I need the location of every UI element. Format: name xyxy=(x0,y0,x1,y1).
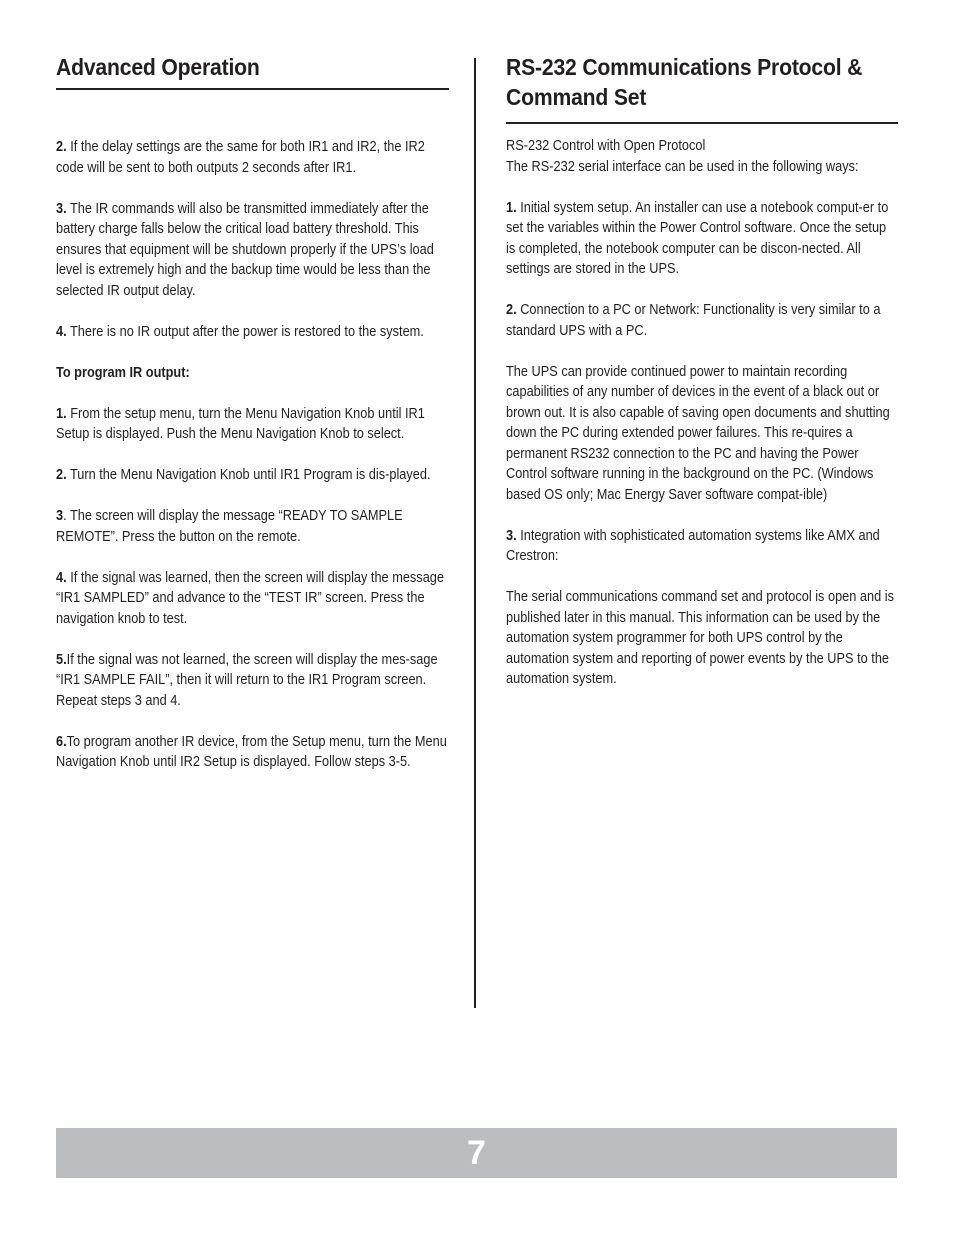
intro-paragraph xyxy=(506,136,898,177)
step-2 xyxy=(56,465,448,486)
item-number: 4. xyxy=(56,323,67,340)
usage-item-3 xyxy=(506,526,898,567)
step-number: 2. xyxy=(56,467,67,483)
step-6 xyxy=(56,732,448,773)
step-3 xyxy=(56,506,448,547)
right-title-rule xyxy=(506,122,898,124)
intro-line-2: The RS-232 serial interface can be used in the following ways: xyxy=(506,158,859,175)
usage-item-2-detail: The UPS can provide continued power to maintain recording capabilities of any number of devices in the event of a black out or brown out. It is also capable of saving open documents and shutting down the PC during extended power failures. This re-quires a permanent RS232 connection to the PC and having the Power Control software running in the background on the PC. (Windows based OS only; Mac Energy Saver software compat-ible) xyxy=(506,363,890,503)
step-4 xyxy=(56,568,448,630)
step-5 xyxy=(56,650,448,712)
item-text: Connection to a PC or Network: Functionality is very similar to a standard UPS with a PC. xyxy=(506,302,881,339)
item-number: 3. xyxy=(506,527,517,544)
step-text: Turn the Menu Navigation Knob until IR1 Program is dis-played. xyxy=(66,467,431,483)
item-number: 2. xyxy=(56,139,67,155)
usage-item-3-detail: The serial communications command set and protocol is open and is published later in this manual. This information can be used by the automation system programmer for both UPS control by the automation system and reporting of power events by the UPS to the automation system. xyxy=(506,589,894,687)
paragraph-item-3 xyxy=(56,199,448,302)
step-number: 5. xyxy=(56,651,67,668)
step-text: If the signal was not learned, the screen will display the mes-sage “IR1 SAMPLE FAIL”, then it will return to the IR1 Program screen. Repeat steps 3 and 4. xyxy=(56,651,438,709)
right-body xyxy=(506,136,894,710)
item-number: 1. xyxy=(506,199,517,216)
item-text: The IR commands will also be transmitted immediately after the battery charge falls below the critical load battery threshold. This ensures that equipment will be shutdown properly if the UPS’s load level is extremely high and the backup time would be less than the selected IR output delay. xyxy=(56,200,434,299)
section-title-rs232 xyxy=(506,52,862,112)
column-divider xyxy=(474,58,476,1008)
subheading-program-ir: To program IR output: xyxy=(56,364,190,381)
item-text: Initial system setup. An installer can use a notebook comput-er to set the variables within the Power Control software. Once the setup is completed, the notebook computer can be discon-nected. All settings are stored in the UPS. xyxy=(506,199,889,277)
step-text: To program another IR device, from the Setup menu, turn the Menu Navigation Knob until IR2 Setup is displayed. Follow steps 3-5. xyxy=(56,733,447,770)
paragraph-item-2 xyxy=(56,137,448,178)
usage-item-1 xyxy=(506,198,898,280)
title-line-1: RS-232 Communications Protocol & xyxy=(506,54,863,80)
step-1 xyxy=(56,404,448,445)
step-text: From the setup menu, turn the Menu Navigation Knob until IR1 Setup is displayed. Push the Menu Navigation Knob to select. xyxy=(56,405,425,442)
step-text: If the signal was learned, then the screen will display the message “IR1 SAMPLED” and advance to the “TEST IR” screen. Press the navigation knob to test. xyxy=(56,569,444,627)
step-number: 4. xyxy=(56,569,67,586)
item-text: There is no IR output after the power is restored to the system. xyxy=(66,323,424,340)
item-text: If the delay settings are the same for both IR1 and IR2, the IR2 code will be sent to both outputs 2 seconds after IR1. xyxy=(56,139,425,176)
item-number: 3. xyxy=(56,200,67,217)
section-title-advanced-operation: Advanced Operation xyxy=(56,54,260,80)
left-body xyxy=(56,137,447,793)
paragraph-item-4 xyxy=(56,322,448,343)
page-footer xyxy=(56,1128,897,1178)
title-line-2: Command Set xyxy=(506,84,647,110)
item-text: Integration with sophisticated automation systems like AMX and Crestron: xyxy=(506,527,880,564)
step-number: 6. xyxy=(56,733,67,750)
usage-item-2 xyxy=(506,300,898,341)
step-number: 1. xyxy=(56,405,67,422)
page-number: 7 xyxy=(467,1134,486,1172)
item-number: 2. xyxy=(506,302,517,318)
left-title-rule xyxy=(56,88,449,90)
step-number: 3 xyxy=(56,508,64,524)
step-text: . The screen will display the message “READY TO SAMPLE REMOTE”. Press the button on the remote. xyxy=(56,508,403,545)
intro-line-1: RS-232 Control with Open Protocol xyxy=(506,138,706,154)
